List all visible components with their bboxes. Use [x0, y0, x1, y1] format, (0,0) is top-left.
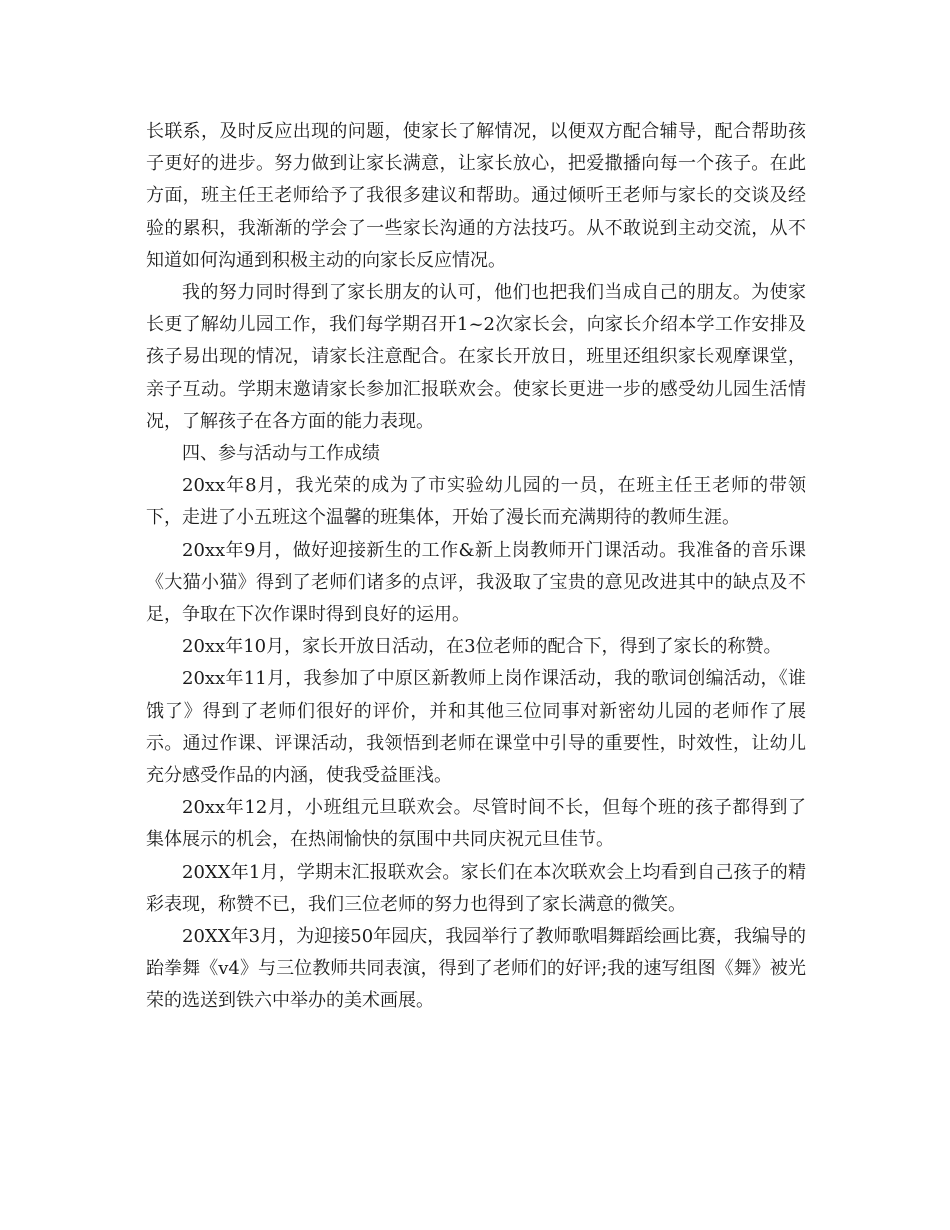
paragraph-january: 20XX年1月，学期末汇报联欢会。家长们在本次联欢会上均看到自己孩子的精彩表现，称赞不已，我们三位老师的努力也得到了家长满意的微笑。 — [146, 861, 806, 915]
paragraph-november: 20xx年11月，我参加了中原区新教师上岗作课活动，我的歌词创编活动，《谁饿了》得到了老师们很好的评价，并和其他三位同事对新密幼儿园的老师作了展示。通过作课、评课活动，我领悟到老师在课堂中引导的重要性，时效性，让幼儿充分感受作品的内涵，使我受益匪浅。 — [146, 668, 806, 787]
document-body — [146, 116, 806, 1018]
paragraph-october: 20xx年10月，家长开放日活动，在3位老师的配合下，得到了家长的称赞。 — [182, 636, 782, 658]
paragraph-parent-communication: 长联系，及时反应出现的问题，使家长了解情况，以便双方配合辅导，配合帮助孩子更好的进步。努力做到让家长满意，让家长放心，把爱撒播向每一个孩子。在此方面，班主任王老师给予了我很多建议和帮助。通过倾听王老师与家长的交谈及经验的累积，我渐渐的学会了一些家长沟通的方法技巧。从不敢说到主动交流，从不知道如何沟通到积极主动的向家长反应情况。 — [146, 121, 806, 271]
paragraph-august: 20xx年8月，我光荣的成为了市实验幼儿园的一员，在班主任王老师的带领下，走进了小五班这个温馨的班集体，开始了漫长而充满期待的教师生涯。 — [146, 475, 806, 529]
section-heading-activities: 四、参与活动与工作成绩 — [182, 443, 380, 465]
paragraph-parent-recognition: 我的努力同时得到了家长朋友的认可，他们也把我们当成自己的朋友。为使家长更了解幼儿园工作，我们每学期召开1~2次家长会，向家长介绍本学工作安排及孩子易出现的情况，请家长注意配合。在家长开放日，班里还组织家长观摩课堂，亲子互动。学期末邀请家长参加汇报联欢会。使家长更进一步的感受幼儿园生活情况，了解孩子在各方面的能力表现。 — [146, 282, 806, 432]
paragraph-september: 20xx年9月，做好迎接新生的工作&新上岗教师开门课活动。我准备的音乐课《大猫小猫》得到了老师们诸多的点评，我汲取了宝贵的意见改进其中的缺点及不足，争取在下次作课时得到良好的运用。 — [146, 539, 806, 626]
paragraph-march: 20XX年3月，为迎接50年园庆，我园举行了教师歌唱舞蹈绘画比赛，我编导的跆拳舞《v4》与三位教师共同表演，得到了老师们的好评;我的速写组图《舞》被光荣的选送到铁六中举办的美术画展。 — [146, 926, 806, 1012]
paragraph-december: 20xx年12月，小班组元旦联欢会。尽管时间不长，但每个班的孩子都得到了集体展示的机会，在热闹愉快的氛围中共同庆祝元旦佳节。 — [146, 797, 806, 851]
